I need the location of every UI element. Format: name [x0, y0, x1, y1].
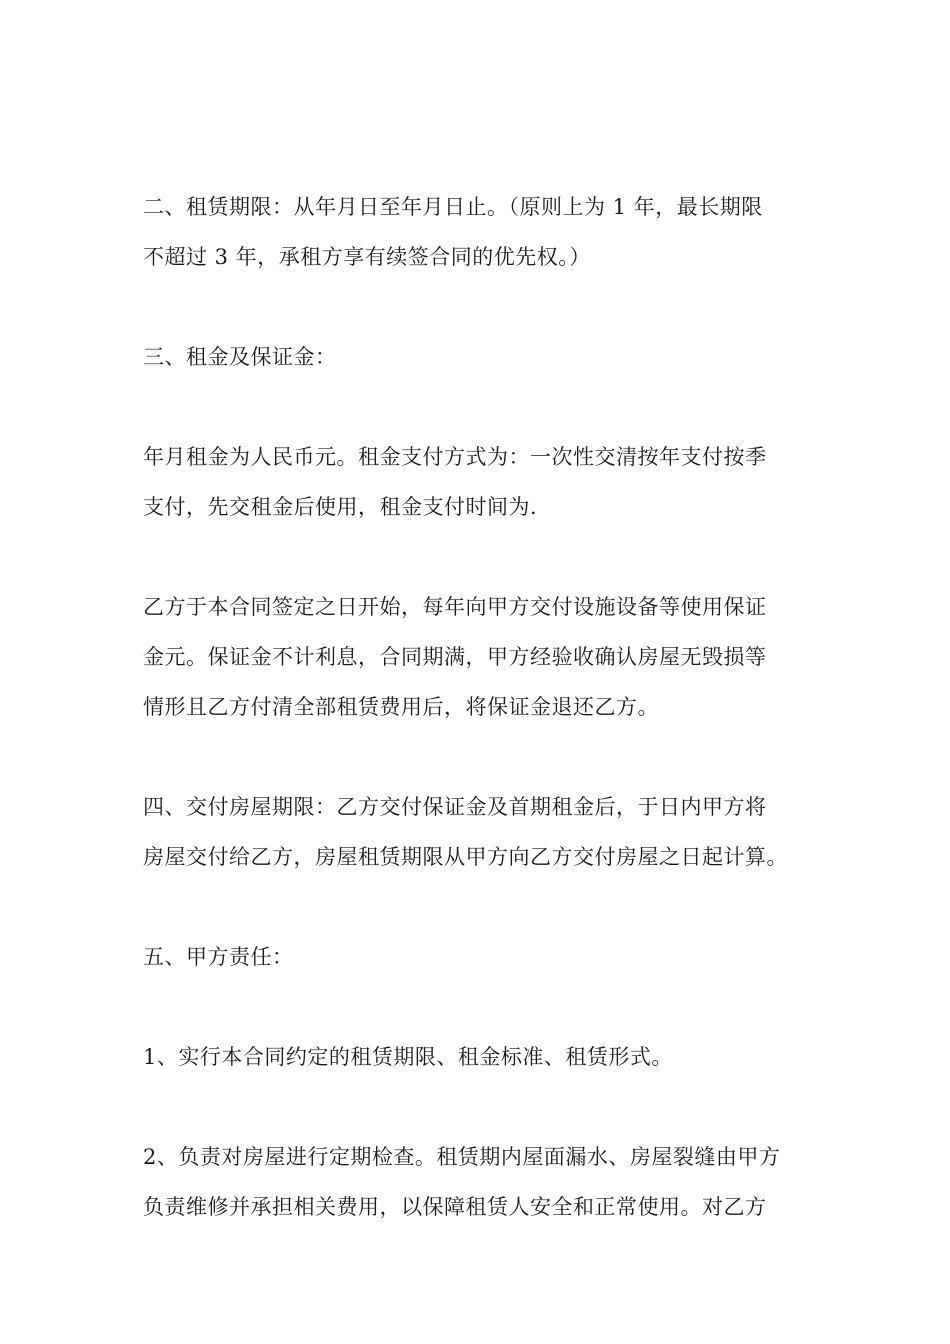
paragraph-article-2 — [143, 182, 813, 282]
text-line: 情形且乙方付清全部租赁费用后，将保证金退还乙方。 — [143, 695, 659, 719]
paragraph-rent-payment — [143, 432, 813, 532]
text-line: 支付，先交租金后使用，租金支付时间为. — [143, 495, 538, 519]
paragraph-article-3-heading — [143, 332, 813, 382]
paragraph-article-5-heading — [143, 932, 813, 982]
document-body — [143, 182, 813, 1232]
text-line: 不超过 3 年，承租方享有续签合同的优先权。） — [143, 245, 591, 269]
text-line: 乙方于本合同签定之日开始，每年向甲方交付设施设备等使用保证 — [143, 595, 767, 619]
paragraph-duty-1 — [143, 1032, 813, 1082]
paragraph-deposit — [143, 582, 813, 732]
section-heading: 五、甲方责任： — [143, 945, 294, 969]
paragraph-article-4 — [143, 782, 813, 882]
text-line: 二、租赁期限：从年月日至年月日止。（原则上为 1 年，最长期限 — [143, 195, 763, 219]
section-heading: 三、租金及保证金： — [143, 345, 337, 369]
text-line: 负责维修并承担相关费用，以保障租赁人安全和正常使用。对乙方 — [143, 1195, 767, 1219]
text-line: 年月租金为人民币元。租金支付方式为：一次性交清按年支付按季 — [143, 445, 767, 469]
text-line: 1、实行本合同约定的租赁期限、租金标准、租赁形式。 — [143, 1045, 673, 1069]
text-line: 四、交付房屋期限：乙方交付保证金及首期租金后，于日内甲方将 — [143, 795, 767, 819]
paragraph-duty-2 — [143, 1132, 813, 1232]
text-line: 2、负责对房屋进行定期检查。租赁期内屋面漏水、房屋裂缝由甲方 — [143, 1145, 781, 1169]
text-line: 房屋交付给乙方，房屋租赁期限从甲方向乙方交付房屋之日起计算。 — [143, 845, 788, 869]
text-line: 金元。保证金不计利息，合同期满，甲方经验收确认房屋无毁损等 — [143, 645, 767, 669]
